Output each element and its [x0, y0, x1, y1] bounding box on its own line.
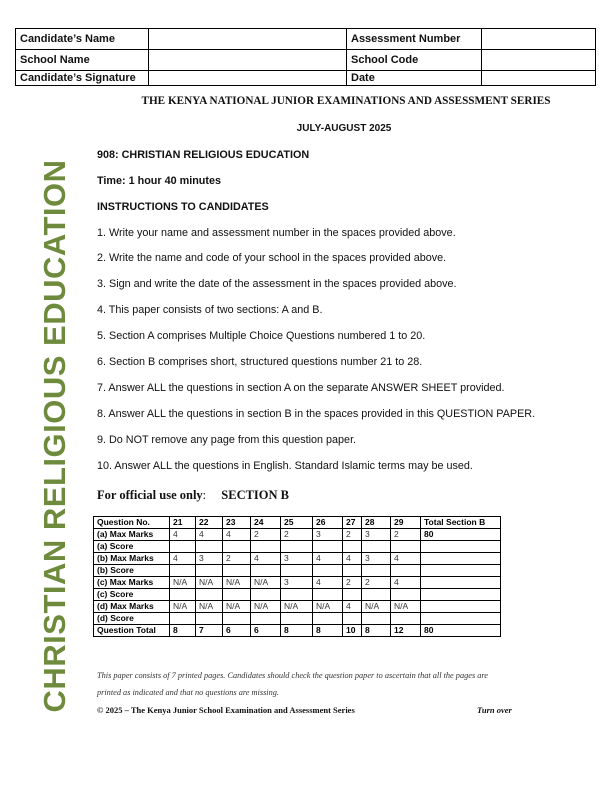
question-total-cell: 8 [362, 625, 391, 637]
copyright-notice: © 2025 – The Kenya Junior School Examination and Assessment Series [97, 705, 355, 715]
row-label: (b) Max Marks [94, 553, 170, 565]
score-cell[interactable] [391, 565, 421, 577]
official-use-label: For official use only [97, 488, 203, 502]
max-mark-cell: 2 [343, 577, 362, 589]
series-title: THE KENYA NATIONAL JUNIOR EXAMINATIONS AND ASSESSMENT SERIES [141, 95, 551, 107]
table-row [94, 601, 501, 613]
score-cell[interactable] [343, 565, 362, 577]
score-cell[interactable] [391, 589, 421, 601]
max-mark-cell: 4 [170, 553, 196, 565]
max-mark-cell: N/A [196, 601, 223, 613]
total-cell: 80 [421, 529, 501, 541]
max-mark-cell: N/A [196, 577, 223, 589]
instruction-item: 9. Do NOT remove any page from this question paper. [97, 434, 357, 446]
max-mark-cell: N/A [251, 577, 281, 589]
instructions-heading: INSTRUCTIONS TO CANDIDATES [97, 201, 269, 213]
section-label: SECTION B [221, 488, 290, 502]
table-row [94, 553, 501, 565]
instruction-item: 5. Section A comprises Multiple Choice Questions numbered 1 to 20. [97, 330, 426, 342]
question-total-cell: 6 [251, 625, 281, 637]
max-mark-cell: N/A [281, 601, 313, 613]
total-cell[interactable] [421, 613, 501, 625]
assessment-number-field[interactable] [482, 29, 596, 50]
assessment-number-label: Assessment Number [347, 29, 482, 50]
instruction-item: 3. Sign and write the date of the assessment in the spaces provided above. [97, 278, 457, 290]
school-name-field[interactable] [149, 50, 347, 71]
question-total-cell: 12 [391, 625, 421, 637]
turn-over-label: Turn over [477, 705, 512, 715]
question-total-cell: 6 [223, 625, 251, 637]
row-label: (b) Score [94, 565, 170, 577]
exam-time: Time: 1 hour 40 minutes [97, 175, 221, 187]
score-table-header [94, 517, 501, 529]
candidate-details-table [15, 28, 596, 86]
total-cell[interactable] [421, 565, 501, 577]
score-cell[interactable] [196, 613, 223, 625]
header-cell: 26 [313, 517, 343, 529]
score-cell[interactable] [281, 565, 313, 577]
table-row [94, 565, 501, 577]
candidate-name-label: Candidate’s Name [16, 29, 149, 50]
score-cell[interactable] [281, 589, 313, 601]
max-mark-cell: N/A [362, 601, 391, 613]
max-mark-cell: 4 [223, 529, 251, 541]
header-cell: 28 [362, 517, 391, 529]
score-cell[interactable] [281, 541, 313, 553]
max-mark-cell: N/A [223, 601, 251, 613]
official-use-colon: : [202, 488, 207, 502]
max-mark-cell: N/A [170, 601, 196, 613]
candidate-row-name [16, 29, 596, 50]
header-cell: Total Section B [421, 517, 501, 529]
max-mark-cell: N/A [223, 577, 251, 589]
question-total-cell: 8 [170, 625, 196, 637]
candidate-row-school [16, 50, 596, 71]
row-label: (d) Max Marks [94, 601, 170, 613]
max-mark-cell: 4 [391, 553, 421, 565]
instruction-item: 2. Write the name and code of your school in the spaces provided above. [97, 252, 447, 264]
score-cell[interactable] [170, 589, 196, 601]
score-cell[interactable] [223, 541, 251, 553]
signature-field[interactable] [149, 71, 347, 86]
table-row [94, 589, 501, 601]
question-total-cell: 8 [313, 625, 343, 637]
score-cell[interactable] [223, 589, 251, 601]
instruction-item: 1. Write your name and assessment number in the spaces provided above. [97, 227, 456, 239]
row-label: (c) Score [94, 589, 170, 601]
header-cell: Question No. [94, 517, 170, 529]
signature-label: Candidate’s Signature [16, 71, 149, 86]
instruction-item: 10. Answer ALL the questions in English. Standard Islamic terms may be used. [97, 460, 473, 472]
max-mark-cell: 2 [362, 577, 391, 589]
score-cell[interactable] [223, 565, 251, 577]
score-cell[interactable] [313, 613, 343, 625]
max-mark-cell: 4 [343, 553, 362, 565]
question-total-row [94, 625, 501, 637]
row-label: (d) Score [94, 613, 170, 625]
max-mark-cell: 3 [313, 529, 343, 541]
candidate-name-field[interactable] [149, 29, 347, 50]
page-count-note-continued: printed as indicated and that no questions are missing. [97, 688, 279, 697]
score-cell[interactable] [362, 613, 391, 625]
score-cell[interactable] [362, 541, 391, 553]
subject-title: 908: CHRISTIAN RELIGIOUS EDUCATION [97, 149, 310, 161]
score-cell[interactable] [313, 589, 343, 601]
score-cell[interactable] [170, 613, 196, 625]
question-total-cell: 10 [343, 625, 362, 637]
row-label: (c) Max Marks [94, 577, 170, 589]
school-name-label: School Name [16, 50, 149, 71]
score-cell[interactable] [196, 565, 223, 577]
table-row [94, 613, 501, 625]
total-cell[interactable] [421, 589, 501, 601]
score-table [93, 516, 501, 637]
score-cell[interactable] [196, 589, 223, 601]
total-cell[interactable] [421, 541, 501, 553]
max-mark-cell: 2 [391, 529, 421, 541]
max-mark-cell: N/A [391, 601, 421, 613]
max-mark-cell: 2 [251, 529, 281, 541]
header-cell: 25 [281, 517, 313, 529]
max-mark-cell: 2 [281, 529, 313, 541]
instruction-item: 8. Answer ALL the questions in section B in the spaces provided in this QUESTION PAPER. [97, 408, 536, 420]
table-row [94, 541, 501, 553]
school-code-label: School Code [347, 50, 482, 71]
exam-session: JULY-AUGUST 2025 [296, 123, 392, 134]
row-label: Question Total [94, 625, 170, 637]
max-mark-cell: 4 [170, 529, 196, 541]
score-cell[interactable] [362, 589, 391, 601]
score-cell[interactable] [170, 565, 196, 577]
score-cell[interactable] [223, 613, 251, 625]
candidate-row-signature [16, 71, 596, 86]
score-cell[interactable] [343, 589, 362, 601]
total-cell [421, 577, 501, 589]
max-mark-cell: 2 [223, 553, 251, 565]
max-mark-cell: N/A [313, 601, 343, 613]
score-cell[interactable] [170, 541, 196, 553]
max-mark-cell: 3 [362, 553, 391, 565]
header-cell: 29 [391, 517, 421, 529]
max-mark-cell: 4 [196, 529, 223, 541]
instruction-item: 6. Section B comprises short, structured questions number 21 to 28. [97, 356, 423, 368]
header-cell: 27 [343, 517, 362, 529]
score-cell[interactable] [313, 565, 343, 577]
score-cell[interactable] [343, 541, 362, 553]
subject-side-banner-text: CHRISTIAN RELIGIOUS EDUCATION [37, 159, 72, 713]
official-use-heading [97, 488, 289, 503]
score-cell[interactable] [343, 613, 362, 625]
header-cell: 24 [251, 517, 281, 529]
score-cell[interactable] [251, 613, 281, 625]
max-mark-cell: 4 [313, 577, 343, 589]
max-mark-cell: 3 [196, 553, 223, 565]
max-mark-cell: 3 [281, 577, 313, 589]
subject-side-banner [35, 159, 75, 713]
row-label: (a) Score [94, 541, 170, 553]
max-mark-cell: 3 [281, 553, 313, 565]
total-cell [421, 553, 501, 565]
max-mark-cell: 2 [343, 529, 362, 541]
score-cell[interactable] [391, 541, 421, 553]
max-mark-cell: 4 [391, 577, 421, 589]
date-field[interactable] [482, 71, 596, 86]
score-cell[interactable] [251, 541, 281, 553]
header-cell: 21 [170, 517, 196, 529]
table-row [94, 529, 501, 541]
score-cell[interactable] [313, 541, 343, 553]
score-cell[interactable] [362, 565, 391, 577]
section-total-cell: 80 [421, 625, 501, 637]
score-cell[interactable] [251, 565, 281, 577]
header-cell: 22 [196, 517, 223, 529]
question-total-cell: 8 [281, 625, 313, 637]
max-mark-cell: 4 [343, 601, 362, 613]
row-label: (a) Max Marks [94, 529, 170, 541]
score-cell[interactable] [196, 541, 223, 553]
max-mark-cell: 4 [251, 553, 281, 565]
instruction-item: 7. Answer ALL the questions in section A on the separate ANSWER SHEET provided. [97, 382, 505, 394]
question-total-cell: 7 [196, 625, 223, 637]
score-cell[interactable] [281, 613, 313, 625]
score-cell[interactable] [251, 589, 281, 601]
date-label: Date [347, 71, 482, 86]
max-mark-cell: N/A [170, 577, 196, 589]
table-row [94, 577, 501, 589]
page-count-note: This paper consists of 7 printed pages. Candidates should check the question paper to ascertain that all the pages are [97, 671, 488, 680]
school-code-field[interactable] [482, 50, 596, 71]
max-mark-cell: 3 [362, 529, 391, 541]
instruction-item: 4. This paper consists of two sections: A and B. [97, 304, 323, 316]
max-mark-cell: N/A [251, 601, 281, 613]
score-cell[interactable] [391, 613, 421, 625]
header-cell: 23 [223, 517, 251, 529]
max-mark-cell: 4 [313, 553, 343, 565]
total-cell [421, 601, 501, 613]
